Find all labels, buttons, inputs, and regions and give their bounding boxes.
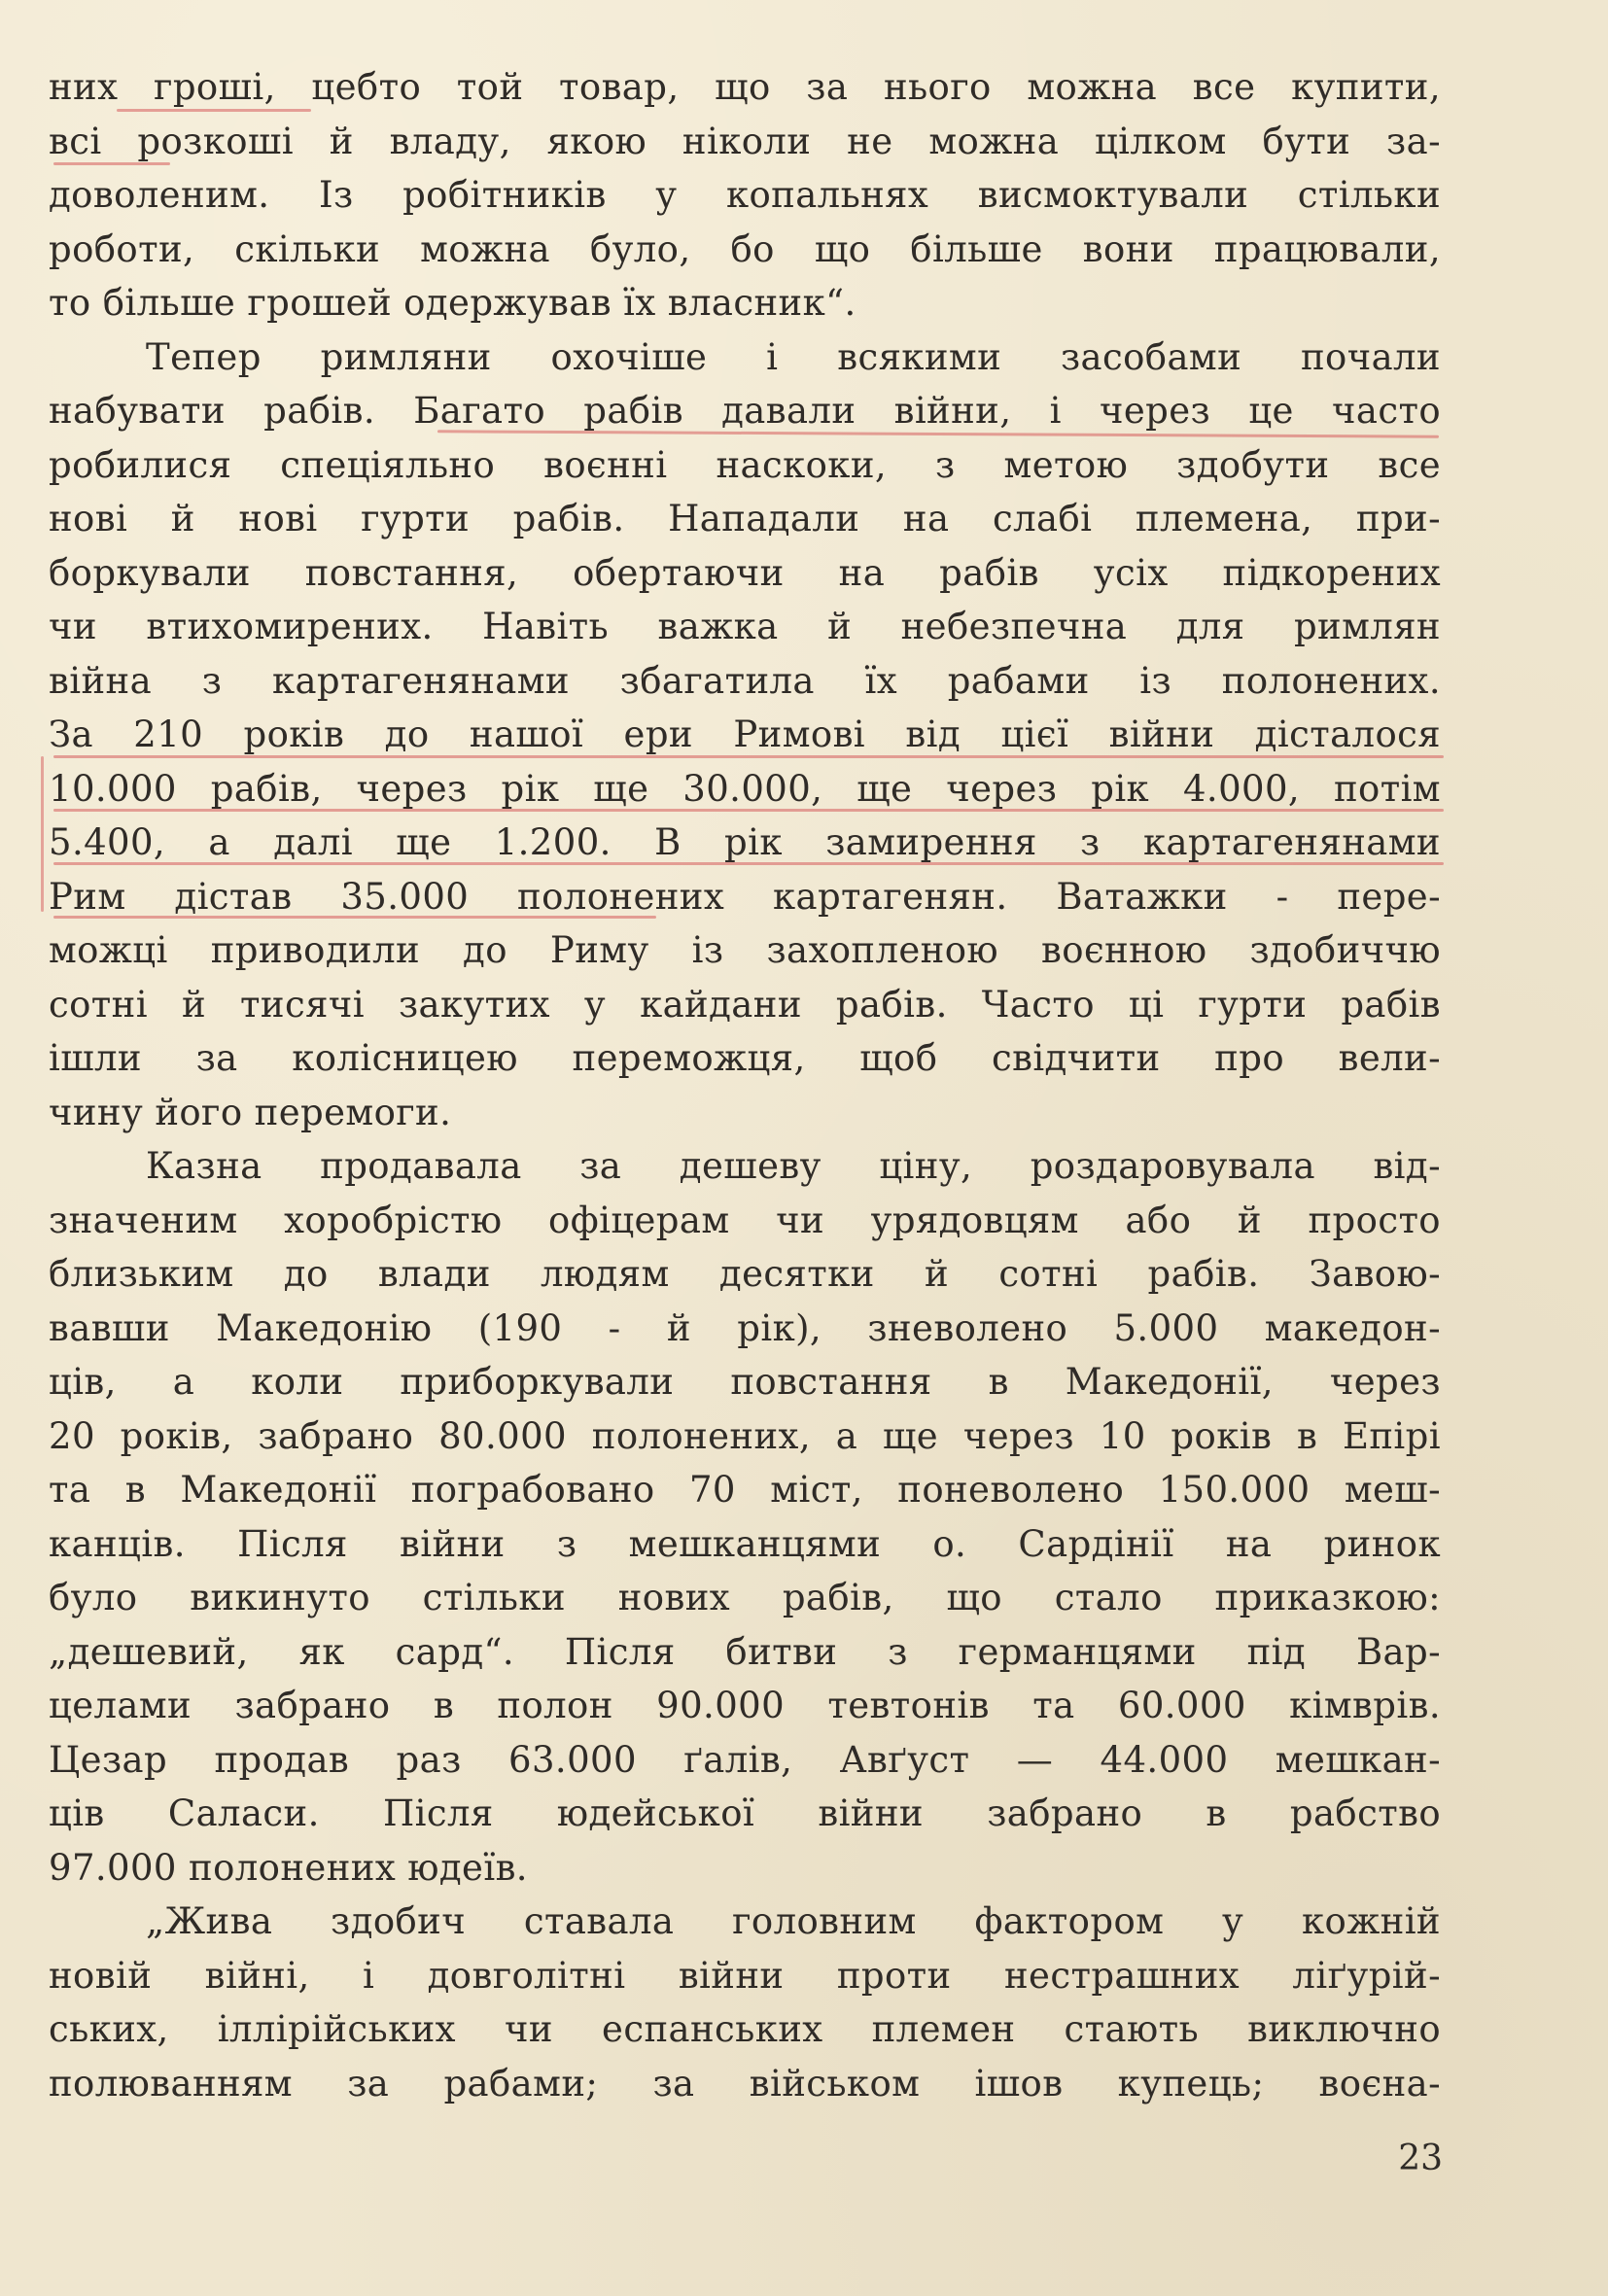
- text-line: новій війні, і довголітні війни проти нестрашних ліґурій-: [49, 1954, 1441, 1997]
- text-line: нові й нові гурти рабів. Нападали на слабі племена, при-: [49, 498, 1441, 539]
- text-line: Рим дістав 35.000 полонених картагенян. Ватажки - пере-: [49, 875, 1441, 918]
- text-line: них гроші, цебто той товар, що за нього можна все купити,: [49, 66, 1441, 108]
- text-line: ців Саласи. Після юдейської війни забрано в рабство: [49, 1792, 1441, 1834]
- text-line: 10.000 рабів, через рік ще 30.000, ще через рік 4.000, потім: [49, 767, 1441, 810]
- text-line: вавши Македонію (190 - й рік), зневолено 5.000 македон-: [49, 1306, 1441, 1349]
- text-line: „дешевий, як сард“. Після битви з германцями під Вар-: [49, 1630, 1441, 1673]
- text-line: полюванням за рабами; за військом ішов купець; воєна-: [49, 2062, 1441, 2105]
- text-line: 97.000 полонених юдеїв.: [49, 1846, 528, 1889]
- body-text: [49, 60, 1441, 2110]
- text-line: набувати рабів. Багато рабів давали війни, і через це часто: [49, 390, 1441, 432]
- text-line: всі розкоші й владу, якою ніколи не можна цілком бути за-: [49, 120, 1441, 162]
- text-line: ських, іллірійських чи еспанських племен стають виключно: [49, 2008, 1441, 2050]
- text-line: доволеним. Із робітників у копальнях висмоктували стільки: [49, 174, 1441, 216]
- text-line: було викинуто стільки нових рабів, що стало приказкою:: [49, 1577, 1441, 1618]
- pencil-margin-mark: [41, 756, 44, 912]
- text-line: значеним хоробрістю офіцерам чи урядовцям або й просто: [49, 1199, 1441, 1241]
- text-line: канців. Після війни з мешканцями о. Сардінії на ринок: [49, 1522, 1441, 1565]
- text-line: боркували повстання, обертаючи на рабів усіх підкорених: [49, 551, 1441, 594]
- text-line: ців, а коли приборкували повстання в Македонії, через: [49, 1361, 1441, 1403]
- text-line: сотні й тисячі закутих у кайдани рабів. Часто ці гурти рабів: [49, 983, 1441, 1026]
- paragraph-start-line: Тепер римляни охочіше і всякими засобами почали: [146, 335, 1441, 378]
- text-line: робилися спеціяльно воєнні наскоки, з метою здобути все: [49, 443, 1441, 486]
- text-line: 5.400, а далі ще 1.200. В рік замирення з картагенянами: [49, 821, 1441, 863]
- text-line: війна з картагенянами збагатила їх рабами із полонених.: [49, 659, 1441, 702]
- text-line: Цезар продав раз 63.000 ґалів, Авґуст — 44.000 мешкан-: [49, 1738, 1441, 1781]
- text-line: целами забрано в полон 90.000 тевтонів та 60.000 кімврів.: [49, 1685, 1441, 1726]
- text-line: та в Македонії пограбовано 70 міст, поневолено 150.000 меш-: [49, 1469, 1441, 1511]
- text-line: 20 років, забрано 80.000 полонених, а ще через 10 років в Епірі: [49, 1414, 1441, 1457]
- text-line: чи втихомирених. Навіть важка й небезпечна для римлян: [49, 606, 1441, 647]
- page-number: 23: [1398, 2139, 1443, 2178]
- text-line: то більше грошей одержував їх власник“.: [49, 282, 856, 324]
- text-line: За 210 років до нашої ери Римові від цієї війни дісталося: [49, 713, 1441, 755]
- text-line: ішли за колісницею переможця, щоб свідчити про вели-: [49, 1037, 1441, 1079]
- text-line: чину його перемоги.: [49, 1091, 452, 1133]
- text-line: можці приводили до Риму із захопленою воєнною здобиччю: [49, 929, 1441, 971]
- paragraph-start-line: Казна продавала за дешеву ціну, роздаровувала від-: [146, 1145, 1441, 1187]
- text-line: близьким до влади людям десятки й сотні рабів. Завою-: [49, 1253, 1441, 1295]
- paragraph-start-line: „Жива здобич ставала головним фактором у кожній: [146, 1900, 1441, 1942]
- text-line: роботи, скільки можна було, бо що більше вони працювали,: [49, 227, 1441, 270]
